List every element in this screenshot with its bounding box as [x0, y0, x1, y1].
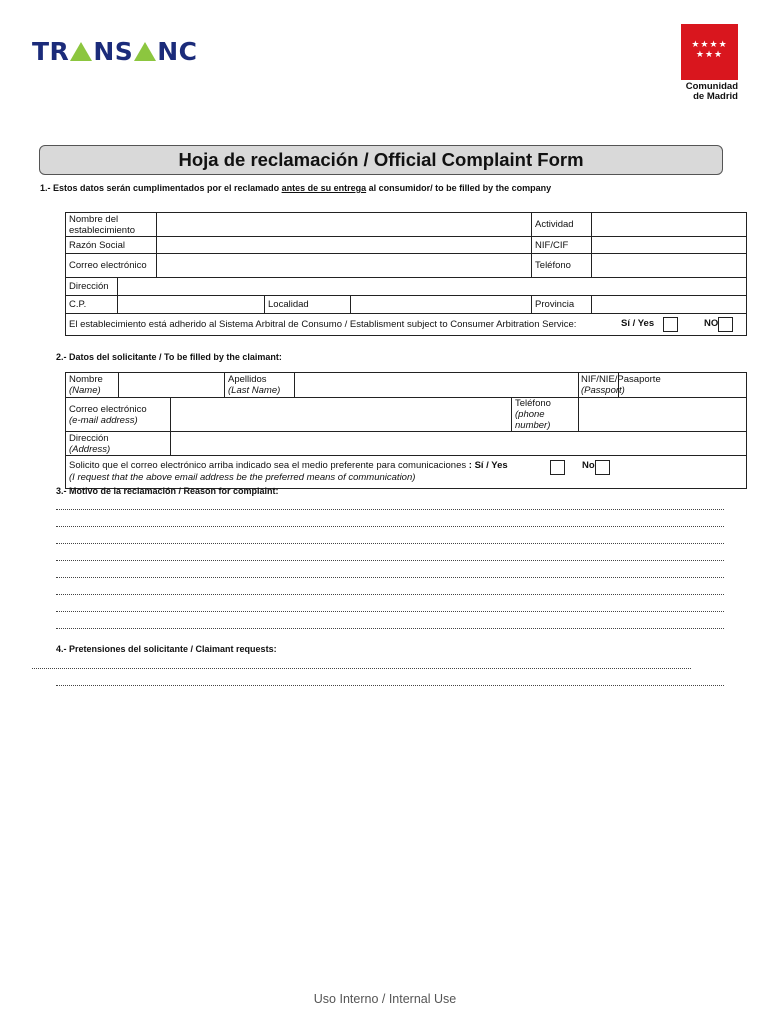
arbitration-yes-label: Sí / Yes — [621, 318, 655, 329]
complaint-line[interactable] — [56, 594, 724, 595]
logo-text-part: NC — [157, 36, 198, 66]
complaint-line[interactable] — [56, 611, 724, 612]
logo-triangle-icon — [134, 42, 156, 61]
claimant-email-label: Correo electrónico (e-mail address) — [66, 398, 171, 432]
nif-cif-field[interactable] — [592, 237, 747, 254]
complaint-line[interactable] — [56, 560, 724, 561]
section2-heading: 2.- Datos del solicitante / To be filled by the claimant: — [56, 352, 282, 362]
province-field[interactable] — [592, 296, 747, 314]
claimant-id-label: NIF/NIE/Pasaporte (Passport) — [579, 373, 619, 398]
postal-code-label: C.P. — [66, 296, 118, 314]
complaint-line[interactable] — [56, 509, 724, 510]
email-consent-no-checkbox[interactable] — [595, 460, 610, 475]
email-consent-row — [66, 456, 747, 489]
claimant-surname-label: Apellidos (Last Name) — [225, 373, 295, 398]
claimant-data-table — [65, 372, 747, 489]
complaint-line[interactable] — [56, 526, 724, 527]
section3-heading: 3.- Motivo de la reclamación / Reason for complaint: — [56, 486, 279, 496]
logo-triangle-icon — [70, 42, 92, 61]
form-title: Hoja de reclamación / Official Complaint Form — [178, 149, 584, 170]
company-address-label: Dirección — [66, 278, 118, 296]
company-data-table — [65, 212, 747, 336]
claimant-phone-field[interactable] — [579, 398, 747, 432]
claimant-name-label: Nombre (Name) — [66, 373, 119, 398]
complaint-line[interactable] — [56, 543, 724, 544]
province-label: Provincia — [532, 296, 592, 314]
business-name-field[interactable] — [157, 237, 532, 254]
claimant-address-field[interactable] — [171, 432, 747, 456]
claimant-name-field[interactable] — [119, 373, 225, 398]
form-title-banner — [39, 145, 723, 175]
flag-stars-icon: ★★★★ ★★★ — [691, 39, 728, 59]
establishment-name-label: Nombre del establecimiento — [66, 213, 157, 237]
request-line[interactable] — [56, 685, 724, 686]
company-email-field[interactable] — [157, 254, 532, 278]
section4-heading: 4.- Pretensiones del solicitante / Claimant requests: — [56, 644, 277, 654]
locality-field[interactable] — [351, 296, 532, 314]
postal-code-field[interactable] — [118, 296, 265, 314]
company-phone-label: Teléfono — [532, 254, 592, 278]
arbitration-row — [66, 314, 747, 336]
email-consent-label: Solicito que el correo electrónico arriba indicado sea el medio preferente para comunicaciones — [69, 460, 467, 471]
company-email-label: Correo electrónico — [66, 254, 157, 278]
arbitration-no-label: NO — [704, 318, 719, 329]
complaint-line[interactable] — [56, 577, 724, 578]
request-line[interactable] — [32, 668, 691, 669]
company-phone-field[interactable] — [592, 254, 747, 278]
complaint-line[interactable] — [56, 628, 724, 629]
nif-cif-label: NIF/CIF — [532, 237, 592, 254]
email-consent-yes-checkbox[interactable] — [550, 460, 565, 475]
establishment-name-field[interactable] — [157, 213, 532, 237]
claimant-surname-field[interactable] — [295, 373, 579, 398]
locality-label: Localidad — [265, 296, 351, 314]
email-consent-label-en: (I request that the above email address be the preferred means of communication) — [69, 472, 416, 483]
footer-internal-use: Uso Interno / Internal Use — [313, 992, 457, 1006]
claimant-email-field[interactable] — [171, 398, 512, 432]
section1-heading: 1.- Estos datos serán cumplimentados por el reclamado antes de su entrega al consumidor/ to be filled by the company — [40, 183, 552, 193]
activity-field[interactable] — [592, 213, 747, 237]
claimant-address-label: Dirección (Address) — [66, 432, 171, 456]
arbitration-label: El establecimiento está adherido al Sistema Arbitral de Consumo / Establisment subject to Consumer Arbitration Service: — [69, 319, 577, 330]
logo-text-part: NS — [93, 36, 134, 66]
arbitration-yes-checkbox[interactable] — [663, 317, 678, 332]
logo-text-part: TR — [32, 36, 70, 66]
company-logo — [32, 36, 198, 66]
claimant-phone-label: Teléfono (phone number) — [512, 398, 579, 432]
email-consent-yes-label: : Sí / Yes — [466, 460, 508, 471]
region-flag-logo — [681, 24, 738, 80]
business-name-label: Razón Social — [66, 237, 157, 254]
arbitration-no-checkbox[interactable] — [718, 317, 733, 332]
region-name: Comunidad de Madrid — [685, 81, 738, 102]
email-consent-no-label: No — [582, 460, 595, 471]
activity-label: Actividad — [532, 213, 592, 237]
company-address-field[interactable] — [118, 278, 747, 296]
